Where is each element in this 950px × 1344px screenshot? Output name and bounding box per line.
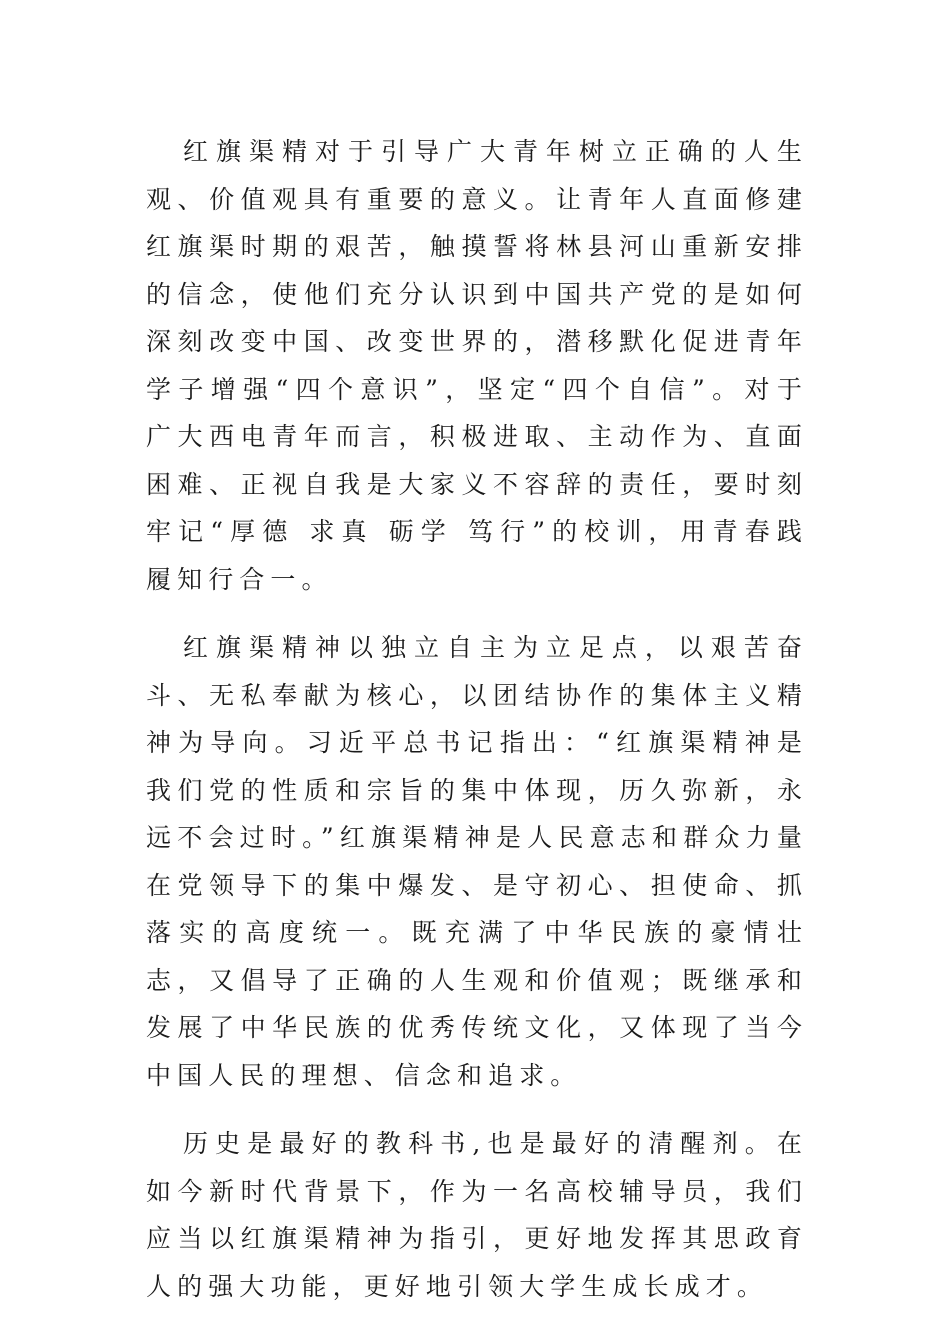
document-body xyxy=(146,128,808,1310)
paragraph-counselor-role: 历史是最好的教科书,也是最好的清醒剂。在如今新时代背景下，作为一名高校辅导员，我们应当以红旗渠精神为指引，更好地发挥其思政育人的强大功能，更好地引领大学生成长成才。 xyxy=(146,1129,808,1301)
paragraph-youth-values: 红旗渠精对于引导广大青年树立正确的人生观、价值观具有重要的意义。让青年人直面修建红旗渠时期的艰苦，触摸誓将林县河山重新安排的信念，使他们充分认识到中国共产党的是如何深刻改变中国、改变世界的，潜移默化促进青年学子增强“四个意识”，坚定“四个自信”。对于广大西电青年而言，积极进取、主动作为、直面困难、正视自我是大家义不容辞的责任，要时刻牢记“厚德 求真 砺学 笃行”的校训，用青春践履知行合一。 xyxy=(146,137,808,594)
paragraph-red-flag-canal-spirit: 红旗渠精神以独立自主为立足点，以艰苦奋斗、无私奉献为核心，以团结协作的集体主义精神为导向。习近平总书记指出：“红旗渠精神是我们党的性质和宗旨的集中体现，历久弥新，永远不会过时。”红旗渠精神是人民意志和群众力量在党领导下的集中爆发、是守初心、担使命、抓落实的高度统一。既充满了中华民族的豪情壮志，又倡导了正确的人生观和价值观；既继承和发展了中华民族的优秀传统文化，又体现了当今中国人民的理想、信念和追求。 xyxy=(146,633,808,1090)
